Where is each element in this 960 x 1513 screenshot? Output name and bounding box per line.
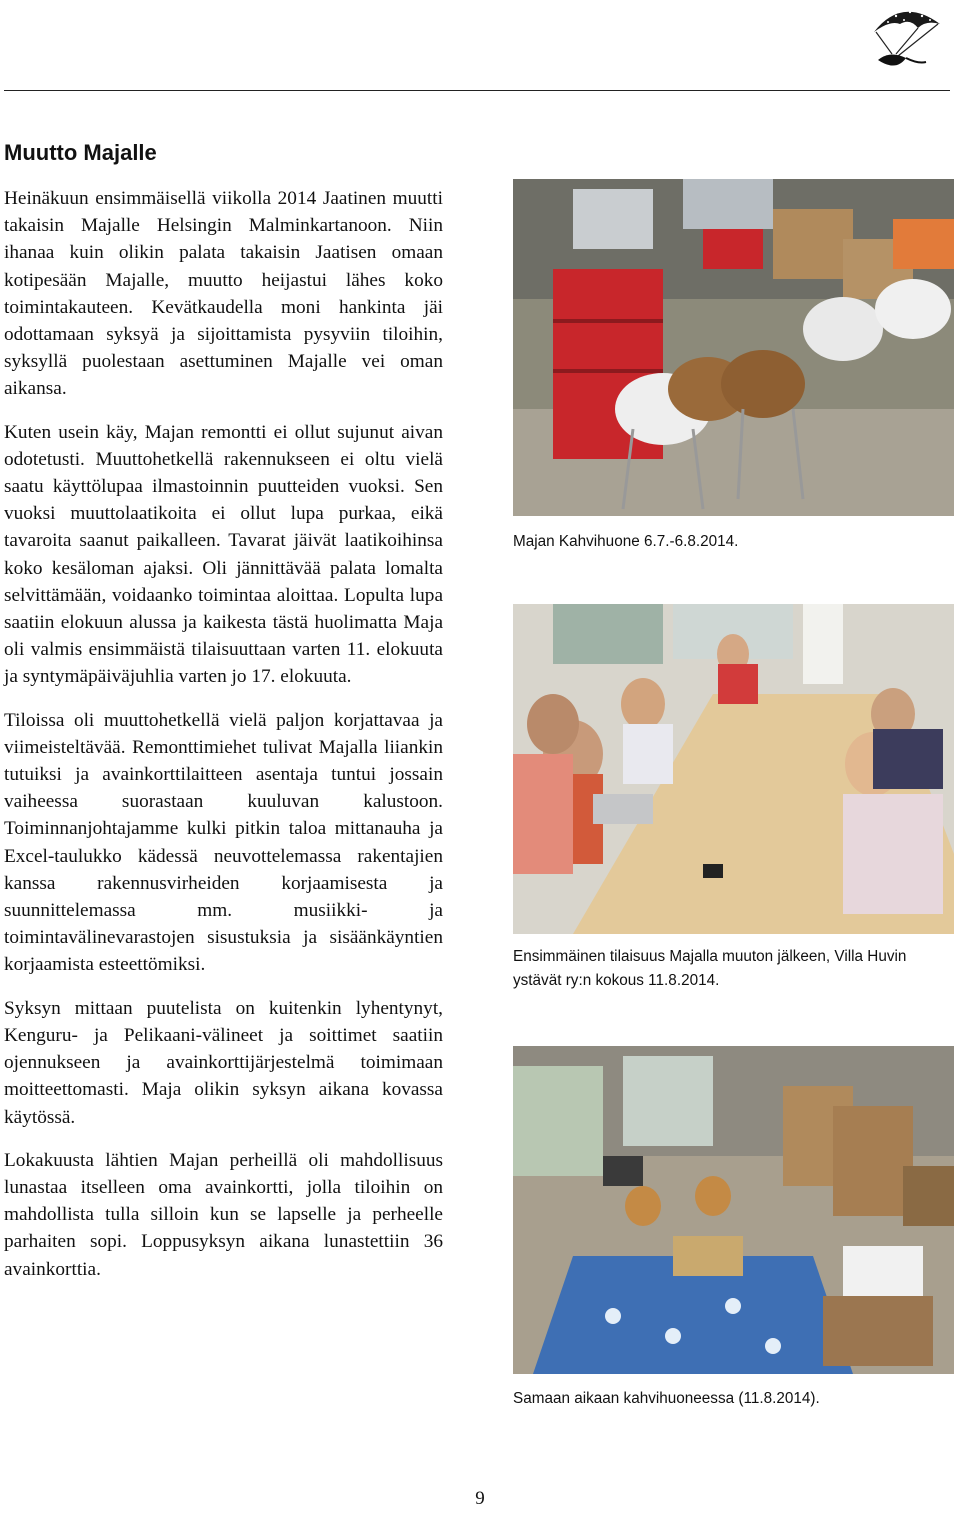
parachute-logo-icon [866,2,946,80]
body-text-column [4,185,443,1299]
paragraph: Kuten usein käy, Majan remontti ei ollut sujunut aivan odotetusti. Muuttohetkellä rakennukseen ei oltu vielä saatu käyttölupaa ilmastoinnin puutteiden vuoksi. Sen vuoksi muuttolaatikoita ei ollut lupa purkaa, eikä tavaroita saanut paikalleen. Tavarat jäivät laatikoihinsa koko kesäloman ajaksi. Oli jännittävää palata lomalta selvittämään, voidaanko toimintaa aloittaa. Lopulta lupa saatiin elokuun alussa ja kaikesta tästä huolimatta Maja oli valmis ensimmäistä tilaisuuttaan varten 11. elokuuta ja syntymäpäiväjuhlia varten jo 17. elokuuta. [4,421,443,688]
paragraph: Heinäkuun ensimmäisellä viikolla 2014 Jaatinen muutti takaisin Majalle Helsingin Malminkartanoon. Niin ihanaa kuin olikin palata takaisin Jaatisen omaan kotipesään Majalle, muutto heijastui lähes koko toimintakauteen. Kevätkaudella moni hankinta jäi odottamaan syksyä ja sijoittamista pysyviin tiloihin, syksyllä puolestaan asettuminen Majalle vei oman aikansa. [4,188,443,400]
page-title: Muutto Majalle [4,140,157,165]
paragraph: Syksyn mittaan puutelista on kuitenkin lyhentynyt, Kenguru- ja Pelikaani-välineet ja soittimet saatiin ojennukseen ja avainkorttijärjestelmä toimimaan moitteettomasti. Maja olikin syksyn aikana kovassa käytössä. [4,997,443,1128]
header-rule [4,90,950,91]
photo-caption: Samaan aikaan kahvihuoneessa (11.8.2014). [513,1390,820,1407]
paragraph: Lokakuusta lähtien Majan perheillä oli mahdollisuus lunastaa itselleen oma avainkortti, jolla tiloihin on mahdollista tulla silloin kun se lapselle ja perheelle parhaiten sopi. Loppusyksyn aikana lunastettiin 36 avainkorttia. [4,1149,443,1280]
paragraph: Tiloissa oli muuttohetkellä vielä paljon korjattavaa ja viimeisteltävää. Remonttimiehet tulivat Majalla liiankin tutuiksi ja avainkorttilaitteen asentaja tuntui jossain vaiheessa suorastaan kuuluvan kalustoon. Toiminnanjohtajamme kulki pitkin taloa mittanauha ja Excel-taulukko kädessä neuvottelemassa rakentajien kanssa rakennusvirheiden korjaamisesta ja suunnittelemassa mm. musiikki- ja toimintavälinevarastojen sisustuksia ja sisäänkäyntien korjaamista esteettömiksi. [4,709,443,976]
photo-caption: Majan Kahvihuone 6.7.-6.8.2014. [513,533,739,550]
photo-coffee-room [513,179,954,516]
photo-coffee-room-later [513,1046,954,1374]
page-number: 9 [475,1488,485,1509]
photo-meeting [513,604,954,934]
photo-caption: Ensimmäinen tilaisuus Majalla muuton jälkeen, Villa Huvin ystävät ry:n kokous 11.8.2014. [513,948,907,989]
